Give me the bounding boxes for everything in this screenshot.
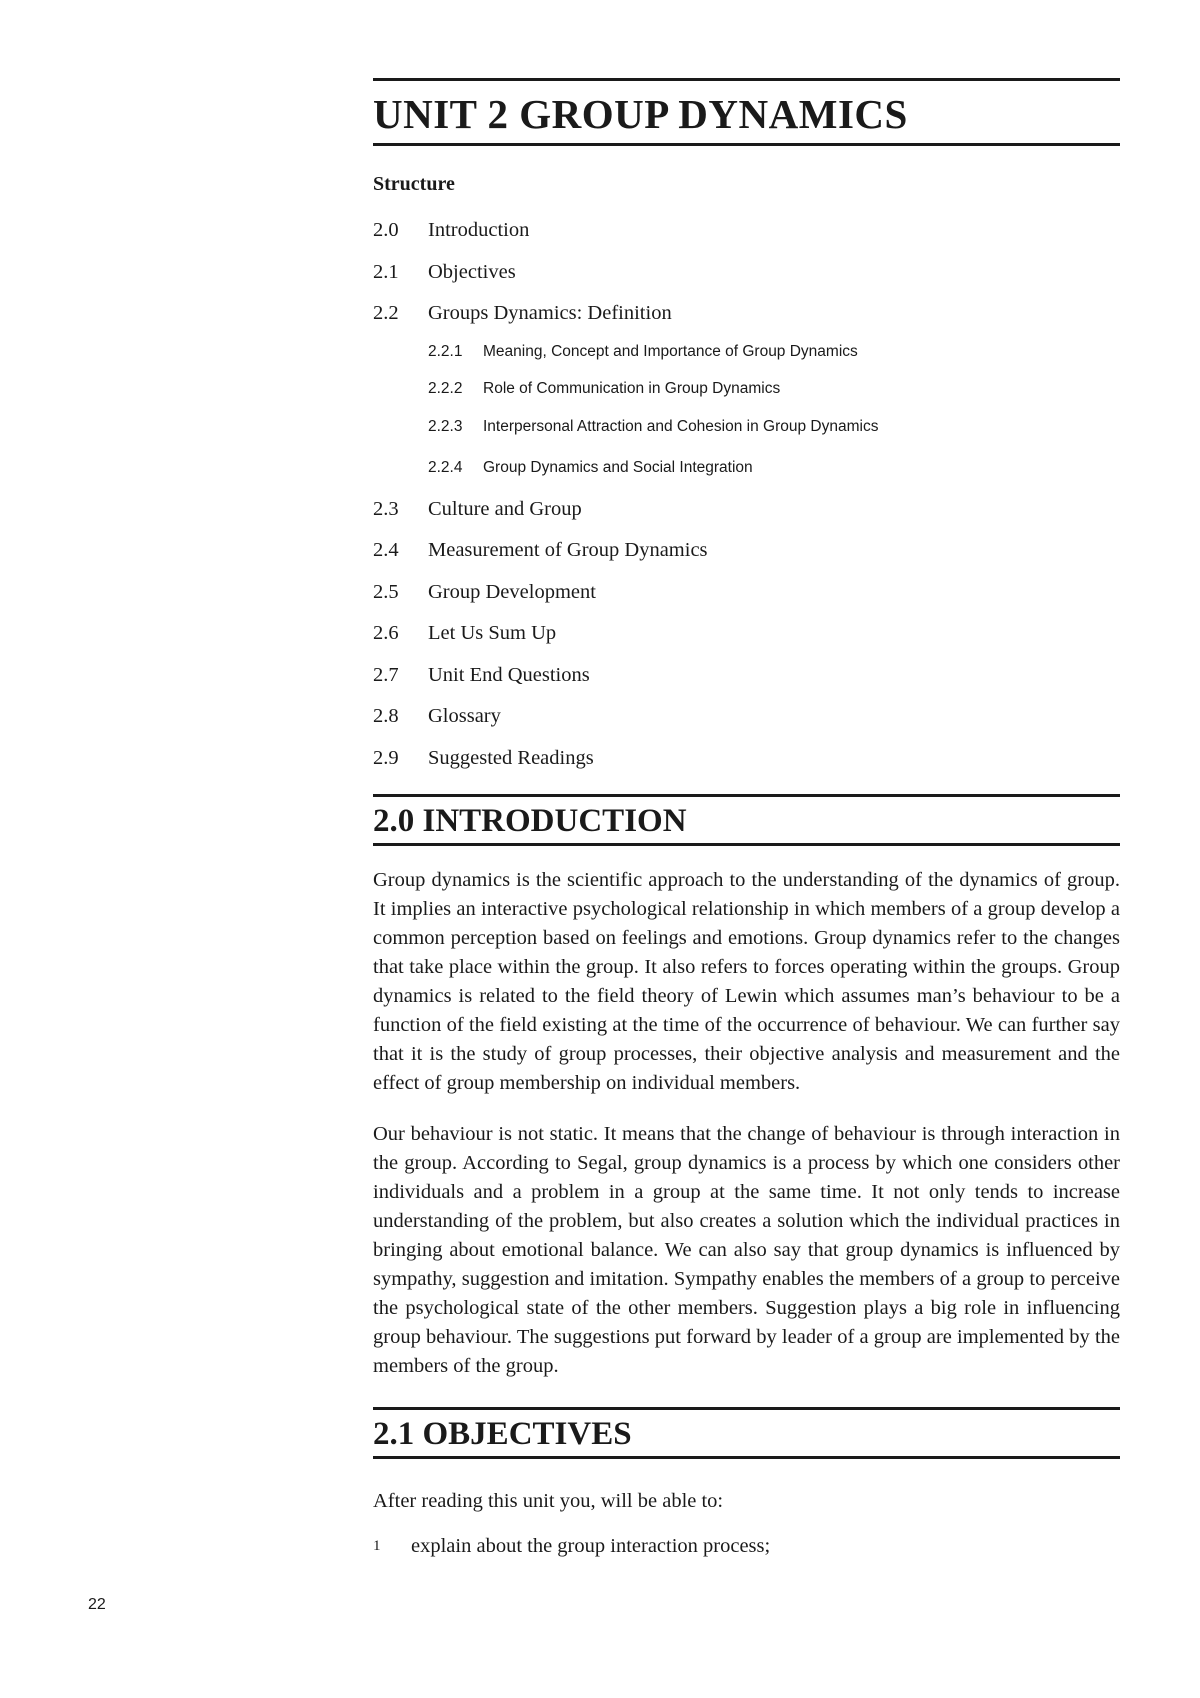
toc-item — [373, 703, 1120, 745]
toc-number: 2.5 — [373, 580, 399, 603]
toc-label: Measurement of Group Dynamics — [428, 539, 708, 561]
toc-number: 2.8 — [373, 705, 399, 727]
heading-bottom-rule — [373, 843, 1120, 846]
toc-subitem — [373, 342, 1120, 380]
toc-item — [373, 496, 1120, 538]
toc-number: 2.7 — [373, 663, 399, 686]
objectives-heading-block — [373, 1407, 1120, 1459]
toc-label: Unit End Questions — [428, 663, 590, 686]
toc-label: Glossary — [428, 705, 501, 727]
unit-title: UNIT 2 GROUP DYNAMICS — [373, 91, 908, 137]
toc-number: 2.9 — [373, 746, 399, 769]
heading-top-rule — [373, 1407, 1120, 1410]
bullet-marker: 1 — [373, 1538, 381, 1554]
introduction-heading-block — [373, 794, 1120, 846]
toc-subitem — [373, 379, 1120, 417]
toc-label: Objectives — [428, 260, 516, 283]
objectives-intro: After reading this unit you, will be able to: — [373, 1490, 724, 1512]
toc-label: Introduction — [428, 219, 530, 241]
toc-label: Group Dynamics and Social Integration — [483, 459, 753, 476]
toc-label: Role of Communication in Group Dynamics — [483, 380, 781, 397]
toc-number: 2.1 — [373, 260, 399, 283]
heading-top-rule — [373, 794, 1120, 797]
toc-item — [373, 745, 1120, 787]
toc-item — [373, 662, 1120, 704]
toc-number: 2.2 — [373, 302, 399, 324]
section-heading: 2.1 OBJECTIVES — [373, 1416, 632, 1452]
toc-label: Group Development — [428, 580, 596, 603]
toc-number: 2.2.2 — [428, 380, 463, 397]
toc-subitem — [373, 417, 1120, 459]
toc-number: 2.0 — [373, 219, 399, 241]
toc-number: 2.2.3 — [428, 417, 463, 435]
toc-item — [373, 300, 1120, 342]
toc-item — [373, 579, 1120, 621]
toc-number: 2.6 — [373, 622, 399, 644]
toc-number: 2.2.4 — [428, 459, 463, 476]
paragraph: Our behaviour is not static. It means that the change of behaviour is through interaction in the group. According to Segal, group dynamics is a process by which one considers other individuals and a problem in a group at the same time. It not only tends to increase understanding of the problem, but also creates a solution which the individual practices in bringing about emotional balance. We can also say that group dynamics is influenced by sympathy, suggestion and imitation. Sympathy enables the members of a group to perceive the psychological state of the other members. Suggestion plays a big role in influencing group behaviour. The suggestions put forward by leader of a group are implemented by the members of the group. — [373, 1123, 1120, 1377]
section-heading: 2.0 INTRODUCTION — [373, 803, 687, 839]
toc-label: Meaning, Concept and Importance of Group Dynamics — [483, 342, 858, 360]
page-content — [373, 0, 1120, 1561]
toc-label: Groups Dynamics: Definition — [428, 302, 672, 324]
title-bottom-rule — [373, 143, 1120, 146]
toc-label: Interpersonal Attraction and Cohesion in Group Dynamics — [483, 417, 879, 435]
structure-label: Structure — [373, 173, 455, 195]
toc-label: Let Us Sum Up — [428, 622, 557, 644]
toc-number: 2.3 — [373, 497, 399, 520]
list-item — [373, 1532, 1120, 1561]
toc-number: 2.4 — [373, 539, 399, 561]
list-item-text: explain about the group interaction process; — [411, 1535, 771, 1557]
toc-item — [373, 620, 1120, 662]
toc-subitem — [373, 458, 1120, 496]
toc-number: 2.2.1 — [428, 342, 463, 360]
heading-bottom-rule — [373, 1456, 1120, 1459]
toc-item — [373, 537, 1120, 579]
toc-label: Suggested Readings — [428, 746, 594, 769]
toc-item — [373, 259, 1120, 301]
page-number: 22 — [88, 1596, 106, 1613]
paragraph: Group dynamics is the scientific approach to the understanding of the dynamics of group. It implies an interactive psychological relationship in which members of a group develop a common perception based on feelings and emotions. Group dynamics refer to the changes that take place within the group. It also refers to forces operating within the groups. Group dynamics is related to the field theory of Lewin which assumes man’s behaviour to be a function of the field existing at the time of the occurrence of behaviour. We can further say that it is the study of group processes, their objective analysis and measurement and the effect of group membership on individual members. — [373, 869, 1120, 1094]
title-top-rule — [373, 78, 1120, 81]
toc-label: Culture and Group — [428, 497, 582, 520]
toc-item — [373, 217, 1120, 259]
table-of-contents — [373, 217, 1120, 786]
